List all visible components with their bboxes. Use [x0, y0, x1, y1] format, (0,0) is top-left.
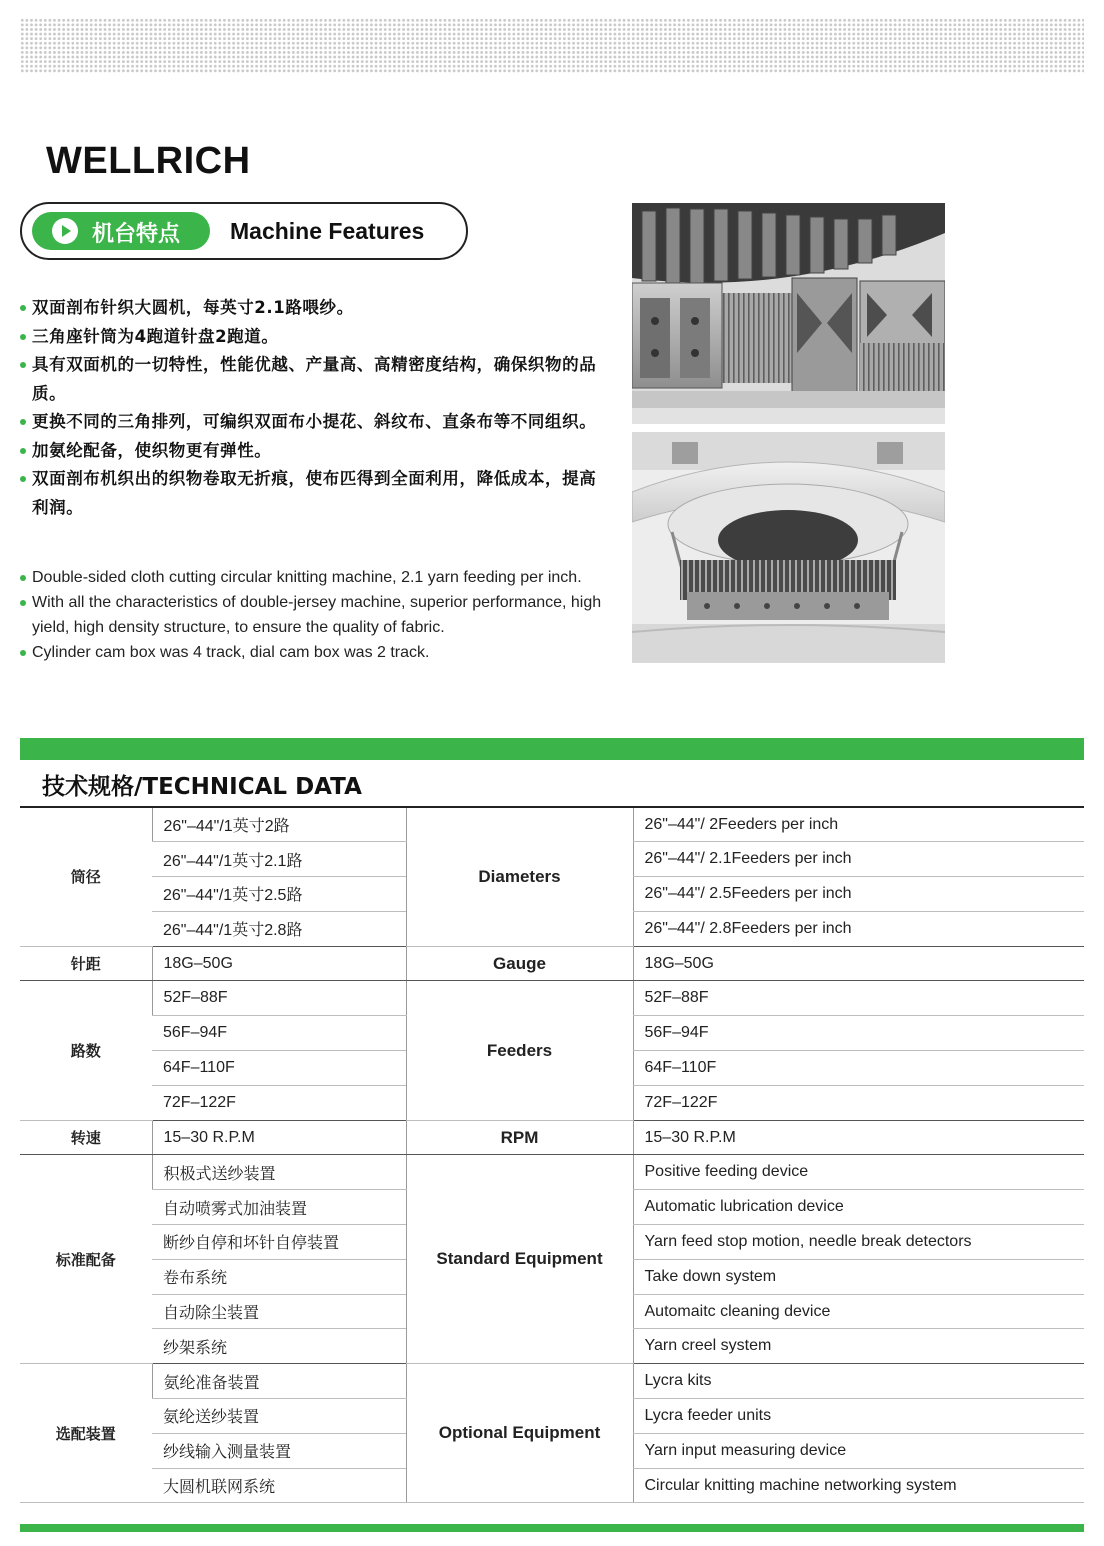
value-cn: 断纱自停和坏针自停装置: [152, 1225, 406, 1260]
value-cn: 18G–50G: [152, 946, 406, 981]
category-cn-standard-equipment: 标准配备: [20, 1155, 152, 1364]
bullet-icon: [20, 650, 26, 656]
bullet-icon: [20, 334, 26, 340]
category-en-feeders: Feeders: [406, 981, 633, 1120]
section-header-en: Machine Features: [230, 218, 425, 244]
bullet-icon: [20, 600, 26, 606]
value-en: 15–30 R.P.M: [633, 1120, 1084, 1155]
feature-item-cn: 更换不同的三角排列，可编织双面布小提花、斜纹布、直条布等不同组织。: [20, 408, 600, 437]
brand-title: WELLRICH: [46, 140, 251, 182]
category-cn-optional-equipment: 选配装置: [20, 1364, 152, 1503]
value-en: Yarn input measuring device: [633, 1433, 1084, 1468]
bullet-icon: [20, 448, 26, 454]
bullet-icon: [20, 362, 26, 368]
value-cn: 氨纶准备装置: [152, 1364, 406, 1399]
category-en-optional-equipment: Optional Equipment: [406, 1364, 633, 1503]
value-cn: 自动喷雾式加油装置: [152, 1190, 406, 1225]
technical-data-table: [20, 806, 1084, 1503]
bullet-icon: [20, 419, 26, 425]
value-en: 26"–44"/ 2Feeders per inch: [633, 807, 1084, 842]
value-cn: 26"–44"/1英寸2.1路: [152, 842, 406, 877]
feature-item-cn: 加氨纶配备，使织物更有弹性。: [20, 437, 600, 466]
value-cn: 卷布系统: [152, 1259, 406, 1294]
value-en: 18G–50G: [633, 946, 1084, 981]
value-cn: 氨纶送纱装置: [152, 1399, 406, 1434]
section-header-badge: [32, 212, 210, 250]
value-cn: 15–30 R.P.M: [152, 1120, 406, 1155]
section-divider-bar: [20, 738, 1084, 760]
dotted-header-pattern: [20, 18, 1084, 74]
table-row: [20, 1120, 1084, 1155]
category-en-rpm: RPM: [406, 1120, 633, 1155]
value-cn: 26"–44"/1英寸2.8路: [152, 911, 406, 946]
machine-cam-closeup-photo: [632, 203, 945, 424]
feature-item-en: Cylinder cam box was 4 track, dial cam box was 2 track.: [20, 640, 610, 665]
value-en: 56F–94F: [633, 1016, 1084, 1051]
value-cn: 积极式送纱装置: [152, 1155, 406, 1190]
category-en-standard-equipment: Standard Equipment: [406, 1155, 633, 1364]
feature-item-cn: 双面剖布针织大圆机，每英寸2.1路喂纱。: [20, 294, 600, 323]
value-cn: 大圆机联网系统: [152, 1468, 406, 1503]
value-en: Positive feeding device: [633, 1155, 1084, 1190]
value-en: Yarn creel system: [633, 1329, 1084, 1364]
value-cn: 72F–122F: [152, 1085, 406, 1120]
value-cn: 纱线输入测量装置: [152, 1433, 406, 1468]
category-cn-feeders: 路数: [20, 981, 152, 1120]
value-en: Lycra feeder units: [633, 1399, 1084, 1434]
category-cn-rpm: 转速: [20, 1120, 152, 1155]
value-en: Automatic lubrication device: [633, 1190, 1084, 1225]
play-icon: [52, 218, 78, 244]
feature-item-en: Double-sided cloth cutting circular knitting machine, 2.1 yarn feeding per inch.: [20, 565, 610, 590]
feature-item-en: With all the characteristics of double-jersey machine, superior performance, high yield, high density structure, to ensure the quality of fabric.: [20, 590, 610, 640]
bullet-icon: [20, 575, 26, 581]
value-cn: 纱架系统: [152, 1329, 406, 1364]
value-en: Automaitc cleaning device: [633, 1294, 1084, 1329]
table-row: [20, 946, 1084, 981]
feature-item-cn: 三角座针筒为4跑道针盘2跑道。: [20, 323, 600, 352]
value-en: Lycra kits: [633, 1364, 1084, 1399]
value-en: 72F–122F: [633, 1085, 1084, 1120]
value-en: Circular knitting machine networking system: [633, 1468, 1084, 1503]
category-cn-diameters: 筒径: [20, 807, 152, 946]
table-row: [20, 807, 1084, 842]
value-en: 26"–44"/ 2.8Feeders per inch: [633, 911, 1084, 946]
category-en-diameters: Diameters: [406, 807, 633, 946]
category-cn-gauge: 针距: [20, 946, 152, 981]
value-en: Take down system: [633, 1259, 1084, 1294]
value-en: 64F–110F: [633, 1051, 1084, 1086]
machine-head-photo: [632, 432, 945, 663]
features-list-cn: [20, 294, 600, 522]
feature-item-cn: 具有双面机的一切特性，性能优越、产量高、高精密度结构，确保织物的品质。: [20, 351, 600, 408]
features-list-en: [20, 565, 610, 665]
table-row: [20, 1364, 1084, 1399]
value-en: 26"–44"/ 2.5Feeders per inch: [633, 877, 1084, 912]
category-en-gauge: Gauge: [406, 946, 633, 981]
feature-item-cn: 双面剖布机织出的织物卷取无折痕，使布匹得到全面利用，降低成本，提高利润。: [20, 465, 600, 522]
table-row: [20, 1155, 1084, 1190]
bullet-icon: [20, 305, 26, 311]
value-en: Yarn feed stop motion, needle break detectors: [633, 1225, 1084, 1260]
section-header-machine-features: [20, 202, 468, 260]
value-cn: 26"–44"/1英寸2.5路: [152, 877, 406, 912]
footer-bar: [20, 1524, 1084, 1532]
technical-data-title: 技术规格/TECHNICAL DATA: [42, 774, 362, 800]
table-row: [20, 981, 1084, 1016]
bullet-icon: [20, 476, 26, 482]
value-cn: 64F–110F: [152, 1051, 406, 1086]
value-cn: 26"–44"/1英寸2路: [152, 807, 406, 842]
value-en: 52F–88F: [633, 981, 1084, 1016]
value-en: 26"–44"/ 2.1Feeders per inch: [633, 842, 1084, 877]
section-header-cn: 机台特点: [92, 222, 181, 247]
value-cn: 56F–94F: [152, 1016, 406, 1051]
value-cn: 自动除尘装置: [152, 1294, 406, 1329]
value-cn: 52F–88F: [152, 981, 406, 1016]
